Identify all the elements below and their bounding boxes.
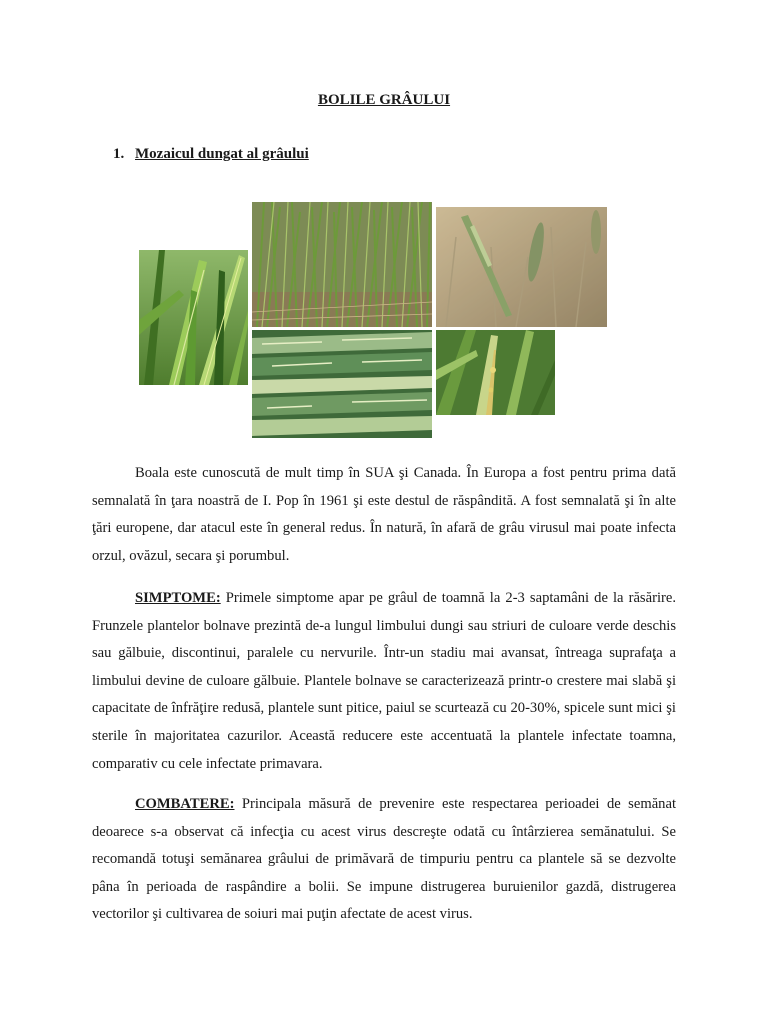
wheat-ears-photo-3: [436, 207, 607, 327]
section-title: Mozaicul dungat al grâului: [135, 146, 309, 162]
mottled-leaves-photo-5: [436, 330, 555, 415]
section-number: 1.: [113, 146, 125, 162]
simptome-label: SIMPTOME:: [135, 590, 221, 606]
wheat-field-photo-2: [252, 202, 432, 327]
combatere-label: COMBATERE:: [135, 796, 235, 812]
striped-leaves-closeup-photo-4: [252, 330, 432, 438]
simptome-text: Primele simptome apar pe grâul de toamnă la 2-3 saptamâni de la răsărire. Frunzele plantelor bolnave prezintă de-a lungul limbului dungi sau striuri de culoare verde deschis sau gălbuie, discontinui, paralele cu nervurile. Într-un stadiu mai avansat, întreaga suprafaţa a limbului devine de culoare gălbuie. Plantele bolnave se caracterizează printr-o crestere mai slabă şi capacitate de înfrăţire redusă, plantele sunt pitice, paiul se scurtează cu 20-30%, spicele sunt mici şi sterile în majoritatea cazurilor. Această reducere este accentuată la plantele infectate toamna, comparativ cu cele infectate primavara.: [92, 590, 676, 772]
section-heading: [113, 146, 309, 163]
paragraph-combatere: [92, 791, 676, 929]
paragraph-simptome: [92, 585, 676, 778]
paragraph-intro: Boala este cunoscută de mult timp în SUA şi Canada. În Europa a fost pentru prima dată semnalată în ţara noastră de I. Pop în 1961 şi este destul de răspândită. A fost semnalată şi în alte ţări europene, dar atacul este în general redus. În natură, în afară de grâu virusul mai poate infecta orzul, ovăzul, secara şi porumbul.: [92, 465, 676, 564]
wheat-leaves-photo-1: [139, 250, 248, 385]
document-title: BOLILE GRÂULUI: [317, 92, 451, 108]
combatere-text: Principala măsură de prevenire este respectarea perioadei de semănat deoarece s-a observat că infecţia cu acest virus descreşte odată cu întârzierea semănatului. Se recomandă totuşi semănarea grâului de primăvară de timpuriu pentru ca plantele să se dezvolte pâna în perioada de raspândire a bolii. Se impune distrugerea buruienilor gazdă, distrugerea vectorilor şi cultivarea de soiuri mai puţin afectate de acest virus.: [92, 796, 676, 923]
